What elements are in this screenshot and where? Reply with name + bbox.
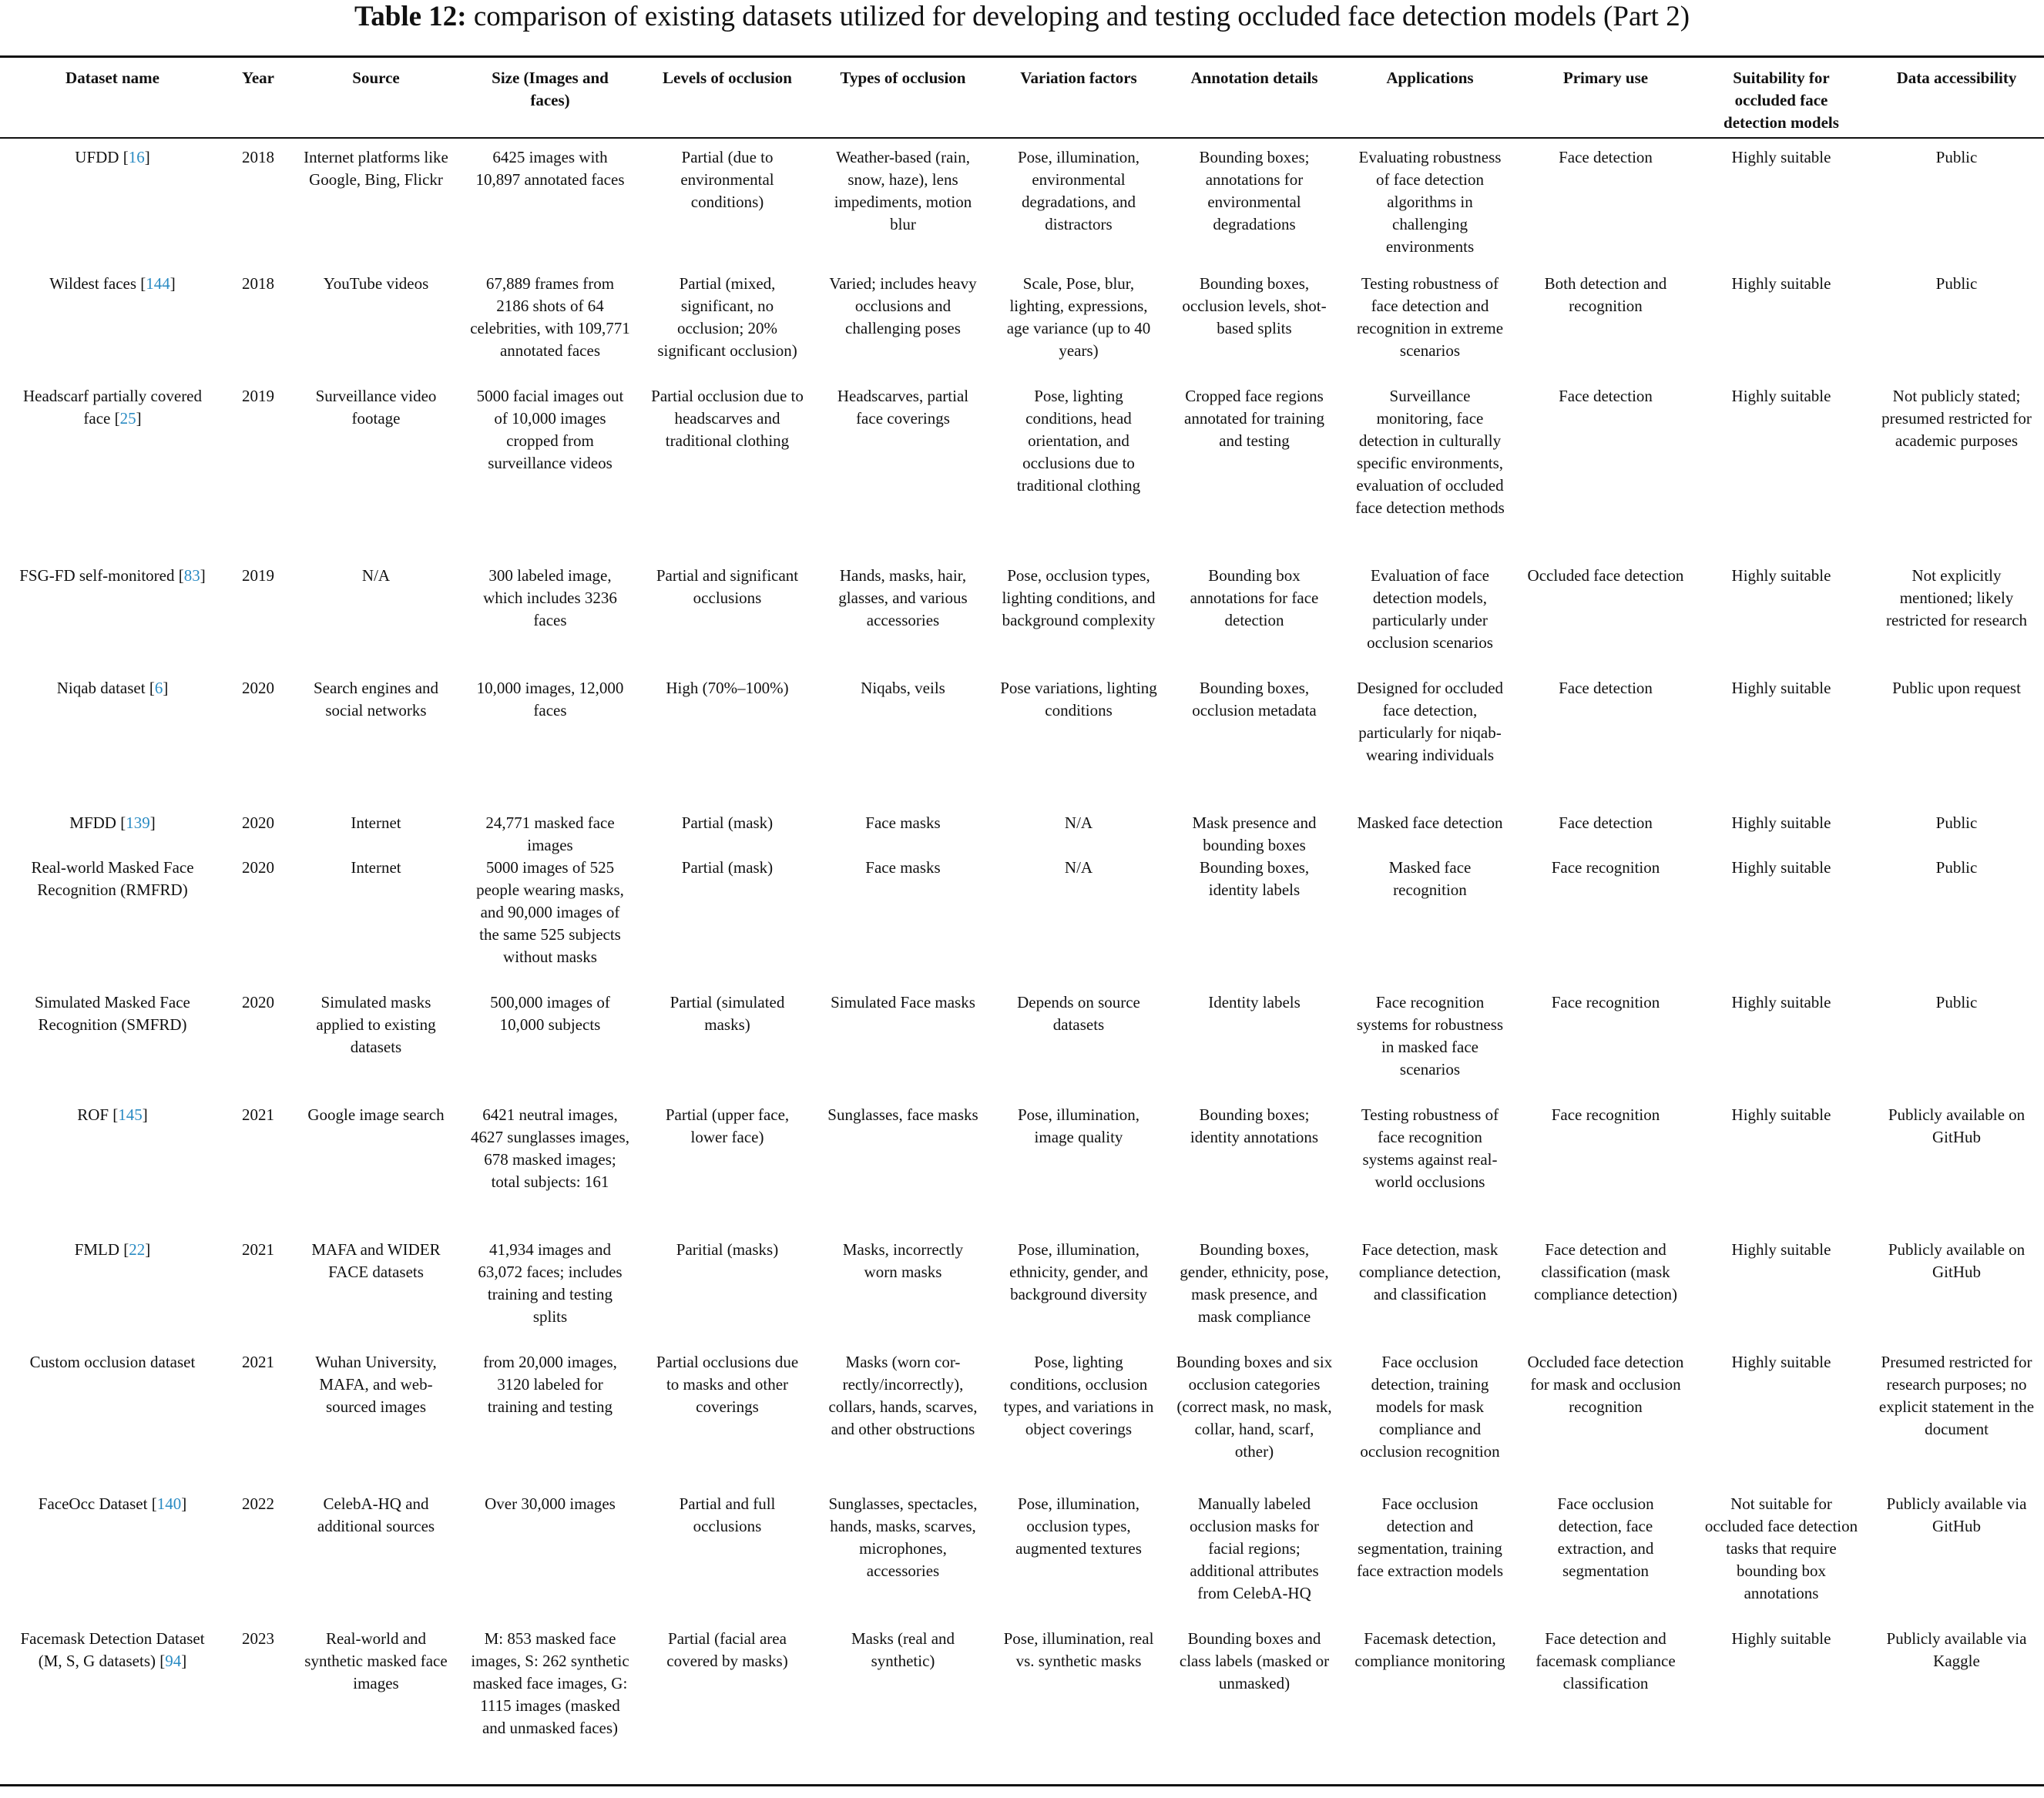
suitability-cell: Highly suitable xyxy=(1731,993,1831,1011)
dataset-name-cell: FMLD [22] xyxy=(74,1240,151,1259)
dataset-name-cell xyxy=(0,991,225,1104)
accessibility-cell: Publicly available on GitHub xyxy=(1888,1240,2026,1281)
citation-link[interactable]: 16 xyxy=(128,148,145,166)
accessibility-cell: Public xyxy=(1935,813,1978,832)
table-caption xyxy=(0,0,2044,37)
citation-link[interactable]: 6 xyxy=(154,679,163,697)
variation-cell: Pose, occlusion types, lighting conditions, and background complexity xyxy=(1002,566,1156,629)
variation-cell: Pose, lighting conditions, head orientation, and occlusions due to traditional clothing xyxy=(1016,387,1141,495)
occlusion-type-cell: Masks, incorrectly worn masks xyxy=(842,1240,964,1281)
year-cell: 2021 xyxy=(242,1240,274,1259)
occlusion-level-cell: Partial and full occlusions xyxy=(679,1494,776,1535)
size-cell: 6425 images with 10,897 annotated faces xyxy=(475,148,625,189)
dataset-name: Simulated Masked Face Recognition (SMFRD) xyxy=(35,993,190,1034)
dataset-name-cell: Wildest faces [144] xyxy=(49,274,176,293)
table-row xyxy=(0,677,2044,812)
dataset-name: FaceOcc Dataset xyxy=(38,1494,148,1513)
occlusion-level-cell: Partial and significant occlusions xyxy=(656,566,799,607)
primary-use-cell: Face recognition xyxy=(1551,858,1660,877)
source-cell: YouTube videos xyxy=(323,274,429,293)
year-cell: 2020 xyxy=(242,858,274,877)
size-cell: 300 labeled image, which includes 3236 faces xyxy=(483,566,617,629)
occlusion-type-cell: Masks (worn cor-rectly/incorrectly), collars, hands, scarves, and other obstructions xyxy=(828,1353,978,1438)
table-row xyxy=(0,138,2044,273)
occlusion-type-cell: Simulated Face masks xyxy=(831,993,975,1011)
suitability-cell: Highly suitable xyxy=(1731,566,1831,585)
column-header: Annotation details xyxy=(1190,69,1318,87)
variation-cell: Pose, illumination, occlusion types, augmented textures xyxy=(1015,1494,1142,1558)
citation-link[interactable]: 144 xyxy=(146,274,170,293)
annotation-cell: Bounding boxes, identity labels xyxy=(1199,858,1310,899)
variation-cell: N/A xyxy=(1064,813,1093,832)
accessibility-cell: Publicly available on GitHub xyxy=(1888,1105,2026,1146)
dataset-name: Real-world Masked Face Recognition (RMFRD) xyxy=(31,858,194,899)
table-caption-label: Table 12: xyxy=(354,1,467,32)
occlusion-level-cell: Partial (upper face, lower face) xyxy=(665,1105,790,1146)
primary-use-cell: Occluded face detection for mask and occlusion recognition xyxy=(1527,1353,1684,1416)
applications-cell: Masked face detection xyxy=(1357,813,1503,832)
table-body xyxy=(0,138,2044,1785)
table-row xyxy=(0,991,2044,1104)
table-row xyxy=(0,385,2044,565)
occlusion-level-cell: High (70%–100%) xyxy=(666,679,789,697)
year-cell: 2019 xyxy=(242,387,274,405)
occlusion-type-cell: Face masks xyxy=(865,858,941,877)
suitability-cell: Highly suitable xyxy=(1731,387,1831,405)
year-cell: 2021 xyxy=(242,1353,274,1371)
size-cell: 10,000 images, 12,000 faces xyxy=(476,679,624,720)
occlusion-type-cell: Face masks xyxy=(865,813,941,832)
primary-use-cell: Face recognition xyxy=(1551,993,1660,1011)
suitability-cell: Highly suitable xyxy=(1731,1240,1831,1259)
occlusion-level-cell: Partial (mask) xyxy=(681,813,774,832)
source-cell: CelebA-HQ and additional sources xyxy=(317,1494,435,1535)
source-cell: Real-world and synthetic masked face images xyxy=(304,1629,448,1692)
suitability-cell: Highly suitable xyxy=(1731,679,1831,697)
primary-use-cell: Both detection and recognition xyxy=(1544,274,1667,315)
dataset-name: MFDD xyxy=(69,813,116,832)
primary-use-cell: Face occlusion detection, face extraction, and segmentation xyxy=(1557,1494,1654,1580)
citation-link[interactable]: 83 xyxy=(183,566,200,585)
primary-use-cell: Face detection xyxy=(1559,679,1653,697)
dataset-name-cell: Facemask Detection Dataset (M, S, G datasets) [94] xyxy=(20,1629,205,1670)
annotation-cell: Cropped face regions annotated for training and testing xyxy=(1184,387,1324,450)
dataset-name-cell: UFDD [16] xyxy=(75,148,150,166)
suitability-cell: Highly suitable xyxy=(1731,1629,1831,1648)
dataset-name: Custom occlusion dataset xyxy=(29,1353,196,1371)
applications-cell: Face detection, mask compliance detection, and classification xyxy=(1358,1240,1502,1303)
table-row xyxy=(0,1493,2044,1628)
annotation-cell: Bounding boxes, occlusion metadata xyxy=(1192,679,1317,720)
variation-cell: Pose, illumination, environmental degradations, and distractors xyxy=(1017,148,1140,233)
size-cell: 67,889 frames from 2186 shots of 64 celebrities, with 109,771 annotated faces xyxy=(470,274,630,360)
column-header: Levels of occlusion xyxy=(663,69,792,87)
size-cell: M: 853 masked face images, S: 262 synthetic masked face images, G: 1115 images (masked and unmasked faces) xyxy=(471,1629,629,1737)
dataset-name-cell: ROF [145] xyxy=(77,1105,148,1124)
year-cell: 2020 xyxy=(242,813,274,832)
suitability-cell: Highly suitable xyxy=(1731,274,1831,293)
table-caption-text: comparison of existing datasets utilized for developing and testing occluded face detection models (Part 2) xyxy=(466,1,1690,32)
size-cell: 5000 images of 525 people wearing masks, and 90,000 images of the same 525 subjects without masks xyxy=(476,858,624,966)
suitability-cell: Highly suitable xyxy=(1731,1353,1831,1371)
year-cell: 2020 xyxy=(242,679,274,697)
dataset-name: ROF xyxy=(77,1105,109,1124)
occlusion-level-cell: Partial occlusions due to masks and other coverings xyxy=(656,1353,799,1416)
year-cell: 2018 xyxy=(242,148,274,166)
dataset-name: FSG-FD self-monitored xyxy=(19,566,175,585)
occlusion-type-cell: Masks (real and synthetic) xyxy=(851,1629,955,1670)
primary-use-cell: Face detection xyxy=(1559,148,1653,166)
occlusion-level-cell: Paritial (masks) xyxy=(676,1240,779,1259)
citation-link[interactable]: 145 xyxy=(118,1105,143,1124)
annotation-cell: Bounding boxes; annotations for environmental degradations xyxy=(1199,148,1310,233)
size-cell: 41,934 images and 63,072 faces; includes training and testing splits xyxy=(478,1240,623,1326)
applications-cell: Testing robustness of face detection and recognition in extreme scenarios xyxy=(1356,274,1504,360)
variation-cell: Pose, illumination, ethnicity, gender, and background diversity xyxy=(1009,1240,1148,1303)
applications-cell: Masked face recognition xyxy=(1388,858,1472,899)
occlusion-type-cell: Niqabs, veils xyxy=(861,679,945,697)
annotation-cell: Mask presence and bounding boxes xyxy=(1192,813,1317,854)
variation-cell: Pose, illumination, real vs. synthetic masks xyxy=(1003,1629,1154,1670)
variation-cell: Pose, illumination, image quality xyxy=(1017,1105,1140,1146)
size-cell: 500,000 images of 10,000 subjects xyxy=(490,993,610,1034)
size-cell: 6421 neutral images, 4627 sunglasses images, 678 masked images; total subjects: 161 xyxy=(471,1105,629,1191)
table-row xyxy=(0,1104,2044,1239)
column-header: Suitability for occluded face detection models xyxy=(1723,69,1839,132)
accessibility-cell: Public xyxy=(1935,148,1978,166)
suitability-cell: Highly suitable xyxy=(1731,813,1831,832)
applications-cell: Evaluation of face detection models, particularly under occlusion scenarios xyxy=(1367,566,1493,652)
source-cell: Internet xyxy=(351,813,401,832)
variation-cell: Depends on source datasets xyxy=(1017,993,1140,1034)
source-cell: MAFA and WIDER FACE datasets xyxy=(311,1240,441,1281)
annotation-cell: Manually labeled occlusion masks for facial regions; additional attributes from CelebA-HQ xyxy=(1190,1494,1319,1602)
column-header: Dataset name xyxy=(65,69,159,87)
dataset-name-cell xyxy=(0,857,225,991)
year-cell: 2018 xyxy=(242,274,274,293)
dataset-name: FMLD xyxy=(74,1240,120,1259)
dataset-name: Niqab dataset xyxy=(56,679,146,697)
primary-use-cell: Face detection and classification (mask compliance detection) xyxy=(1534,1240,1677,1303)
annotation-cell: Identity labels xyxy=(1208,993,1301,1011)
accessibility-cell: Public xyxy=(1935,274,1978,293)
variation-cell: Pose variations, lighting conditions xyxy=(1000,679,1157,720)
column-header: Data accessibility xyxy=(1896,69,2017,87)
suitability-cell: Highly suitable xyxy=(1731,858,1831,877)
year-cell: 2023 xyxy=(242,1629,274,1648)
dataset-name: Facemask Detection Dataset (M, S, G datasets) xyxy=(20,1629,205,1670)
header-row xyxy=(0,57,2044,139)
accessibility-cell: Not explicitly mentioned; likely restricted for research xyxy=(1885,566,2028,629)
dataset-comparison-table xyxy=(0,55,2044,1786)
year-cell: 2022 xyxy=(242,1494,274,1513)
applications-cell: Face occlusion detection, training models for mask compliance and occlusion recognition xyxy=(1360,1353,1500,1461)
dataset-name-cell: FSG-FD self-monitored [83] xyxy=(19,566,206,585)
citation-link[interactable]: 22 xyxy=(129,1240,146,1259)
column-header: Types of occlusion xyxy=(840,69,966,87)
applications-cell: Designed for occluded face detection, particularly for niqab-wearing individuals xyxy=(1356,679,1504,764)
citation-link[interactable]: 139 xyxy=(126,813,150,832)
applications-cell: Testing robustness of face recognition systems against real-world occlusions xyxy=(1361,1105,1499,1191)
size-cell: 5000 facial images out of 10,000 images cropped from surveillance videos xyxy=(476,387,624,472)
accessibility-cell: Publicly available via Kaggle xyxy=(1886,1629,2027,1670)
accessibility-cell: Public upon request xyxy=(1892,679,2021,697)
occlusion-level-cell: Partial occlusion due to headscarves and traditional clothing xyxy=(651,387,804,450)
source-cell: Internet xyxy=(351,858,401,877)
source-cell: Simulated masks applied to existing datasets xyxy=(316,993,436,1056)
occlusion-type-cell: Sunglasses, face masks xyxy=(827,1105,978,1124)
column-header: Size (Images and faces) xyxy=(492,69,609,109)
year-cell: 2021 xyxy=(242,1105,274,1124)
column-header: Primary use xyxy=(1562,69,1649,87)
accessibility-cell: Presumed restricted for research purposes; no explicit statement in the document xyxy=(1878,1353,2035,1438)
applications-cell: Surveillance monitoring, face detection in culturally specific environments, evaluation of occluded face detection methods xyxy=(1355,387,1505,517)
annotation-cell: Bounding boxes and six occlusion categories (correct mask, no mask, collar, hand, scarf, other) xyxy=(1176,1353,1333,1461)
annotation-cell: Bounding boxes and class labels (masked or unmasked) xyxy=(1179,1629,1330,1692)
variation-cell: Scale, Pose, blur, lighting, expressions, age variance (up to 40 years) xyxy=(1006,274,1151,360)
annotation-cell: Bounding boxes, occlusion levels, shot-based splits xyxy=(1182,274,1327,337)
column-header: Source xyxy=(352,69,400,87)
year-cell: 2019 xyxy=(242,566,274,585)
dataset-name-cell xyxy=(0,1351,225,1493)
occlusion-level-cell: Partial (mixed, significant, no occlusion; 20% significant occlusion) xyxy=(657,274,797,360)
citation-link[interactable]: 25 xyxy=(119,409,136,428)
suitability-cell: Highly suitable xyxy=(1731,1105,1831,1124)
annotation-cell: Bounding box annotations for face detection xyxy=(1190,566,1319,629)
dataset-name: Wildest faces xyxy=(49,274,137,293)
applications-cell: Facemask detection, compliance monitoring xyxy=(1354,1629,1505,1670)
occlusion-type-cell: Sunglasses, spectacles, hands, masks, scarves, microphones, accessories xyxy=(828,1494,978,1580)
size-cell: 24,771 masked face images xyxy=(485,813,615,854)
dataset-name-cell: Headscarf partially covered face [25] xyxy=(22,387,203,428)
occlusion-level-cell: Partial (facial area covered by masks) xyxy=(666,1629,788,1670)
accessibility-cell: Public xyxy=(1935,858,1978,877)
primary-use-cell: Face recognition xyxy=(1551,1105,1660,1124)
table-row xyxy=(0,273,2044,385)
source-cell: Surveillance video footage xyxy=(315,387,437,428)
table-row xyxy=(0,857,2044,991)
source-cell: Wuhan University, MAFA, and web-sourced images xyxy=(315,1353,437,1416)
occlusion-type-cell: Varied; includes heavy occlusions and challenging poses xyxy=(829,274,977,337)
applications-cell: Evaluating robustness of face detection algorithms in challenging environments xyxy=(1358,148,1502,256)
year-cell: 2020 xyxy=(242,993,274,1011)
occlusion-level-cell: Partial (simulated masks) xyxy=(670,993,785,1034)
accessibility-cell: Public xyxy=(1935,993,1978,1011)
occlusion-type-cell: Hands, masks, hair, glasses, and various accessories xyxy=(838,566,968,629)
dataset-name-cell: MFDD [139] xyxy=(69,813,156,832)
applications-cell: Face occlusion detection and segmentation, training face extraction models xyxy=(1356,1494,1504,1580)
source-cell: Internet platforms like Google, Bing, Flickr xyxy=(304,148,448,189)
dataset-name-cell: Niqab dataset [6] xyxy=(56,679,169,697)
citation-link[interactable]: 140 xyxy=(156,1494,182,1513)
annotation-cell: Bounding boxes, gender, ethnicity, pose, mask presence, and mask compliance xyxy=(1180,1240,1329,1326)
dataset-name: UFDD xyxy=(75,148,119,166)
citation-link[interactable]: 94 xyxy=(165,1652,182,1670)
accessibility-cell: Not publicly stated; presumed restricted for academic purposes xyxy=(1881,387,2032,450)
column-header: Variation factors xyxy=(1020,69,1137,87)
size-cell: Over 30,000 images xyxy=(485,1494,616,1513)
column-header: Year xyxy=(242,69,274,87)
column-header: Applications xyxy=(1386,69,1474,87)
primary-use-cell: Face detection xyxy=(1559,813,1653,832)
dataset-name: Headscarf partially covered face xyxy=(22,387,203,428)
table-row xyxy=(0,1351,2044,1493)
dataset-name-cell: FaceOcc Dataset [140] xyxy=(38,1494,187,1513)
source-cell: Search engines and social networks xyxy=(313,679,439,720)
table-row xyxy=(0,812,2044,857)
suitability-cell: Not suitable for occluded face detection tasks that require bounding box annotations xyxy=(1704,1494,1858,1602)
applications-cell: Face recognition systems for robustness in masked face scenarios xyxy=(1356,993,1504,1078)
occlusion-type-cell: Headscarves, partial face coverings xyxy=(837,387,969,428)
accessibility-cell: Publicly available via GitHub xyxy=(1886,1494,2027,1535)
primary-use-cell: Occluded face detection xyxy=(1527,566,1684,585)
annotation-cell: Bounding boxes; identity annotations xyxy=(1190,1105,1319,1146)
occlusion-level-cell: Partial (due to environmental conditions) xyxy=(680,148,774,211)
suitability-cell: Highly suitable xyxy=(1731,148,1831,166)
table-row xyxy=(0,1628,2044,1785)
primary-use-cell: Face detection xyxy=(1559,387,1653,405)
size-cell: from 20,000 images, 3120 labeled for training and testing xyxy=(483,1353,617,1416)
source-cell: Google image search xyxy=(307,1105,445,1124)
table-row xyxy=(0,565,2044,677)
source-cell: N/A xyxy=(361,566,391,585)
primary-use-cell: Face detection and facemask compliance classification xyxy=(1536,1629,1676,1692)
variation-cell: N/A xyxy=(1064,858,1093,877)
occlusion-type-cell: Weather-based (rain, snow, haze), lens impediments, motion blur xyxy=(834,148,972,233)
occlusion-level-cell: Partial (mask) xyxy=(681,858,774,877)
table-row xyxy=(0,1239,2044,1351)
variation-cell: Pose, lighting conditions, occlusion types, and variations in object coverings xyxy=(1003,1353,1154,1438)
